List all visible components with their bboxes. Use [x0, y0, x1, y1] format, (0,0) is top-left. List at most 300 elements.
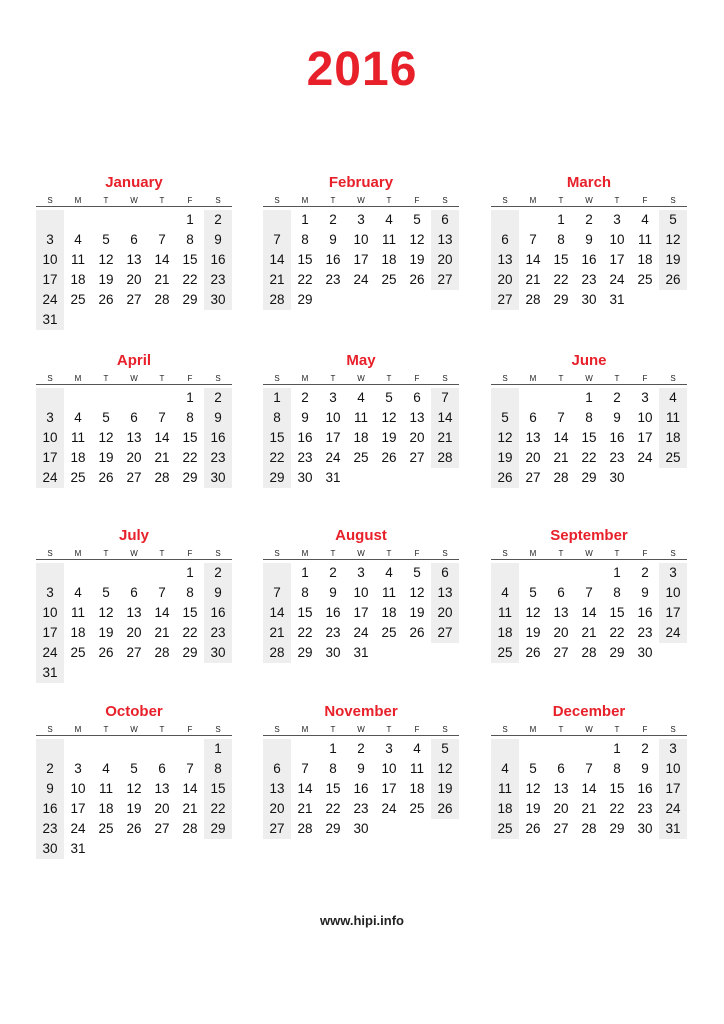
weekend-shade — [36, 388, 64, 408]
day-cell: 24 — [381, 801, 397, 816]
day-cell: 28 — [581, 821, 597, 836]
day-cell: 7 — [557, 410, 565, 425]
day-cell: 19 — [437, 781, 453, 796]
day-cell: 3 — [357, 565, 365, 580]
day-cell: 29 — [297, 645, 313, 660]
day-cell: 9 — [214, 585, 222, 600]
day-cell: 8 — [186, 232, 194, 247]
day-cell: 2 — [641, 565, 649, 580]
day-cell: 12 — [525, 781, 541, 796]
day-cell: 5 — [130, 761, 138, 776]
day-cell: 3 — [74, 761, 82, 776]
day-cell: 3 — [669, 565, 677, 580]
day-cell: 3 — [669, 741, 677, 756]
day-cell: 10 — [42, 252, 58, 267]
day-cell: 3 — [46, 585, 54, 600]
month-title: January — [105, 174, 163, 191]
day-cell: 27 — [126, 292, 142, 307]
day-cell: 8 — [186, 585, 194, 600]
day-cell: 5 — [102, 410, 110, 425]
day-cell: 25 — [665, 450, 681, 465]
weekday-label: S — [502, 196, 508, 205]
day-cell: 8 — [301, 585, 309, 600]
day-cell: 24 — [325, 450, 341, 465]
day-cell: 14 — [297, 781, 313, 796]
day-cell: 19 — [525, 625, 541, 640]
day-cell: 3 — [46, 232, 54, 247]
day-cell: 28 — [154, 292, 170, 307]
day-cell: 20 — [437, 252, 453, 267]
day-cell: 13 — [154, 781, 170, 796]
day-cell: 5 — [102, 585, 110, 600]
day-cell: 7 — [186, 761, 194, 776]
day-cell: 9 — [641, 761, 649, 776]
weekend-shade — [491, 388, 519, 408]
day-cell: 10 — [353, 232, 369, 247]
day-cell: 14 — [525, 252, 541, 267]
day-cell: 24 — [353, 625, 369, 640]
day-cell: 27 — [154, 821, 170, 836]
day-cell: 1 — [186, 390, 194, 405]
day-cell: 18 — [497, 801, 513, 816]
day-cell: 15 — [269, 430, 285, 445]
weekday-label: T — [159, 196, 165, 205]
day-cell: 8 — [613, 761, 621, 776]
month-title: October — [105, 703, 163, 720]
day-cell: 4 — [74, 585, 82, 600]
day-cell: 24 — [42, 645, 58, 660]
day-cell: 13 — [409, 410, 425, 425]
day-cell: 17 — [353, 252, 369, 267]
day-cell: 23 — [325, 625, 341, 640]
day-cell: 9 — [357, 761, 365, 776]
day-cell: 13 — [497, 252, 513, 267]
day-cell: 13 — [553, 781, 569, 796]
day-cell: 16 — [325, 252, 341, 267]
day-cell: 21 — [269, 625, 285, 640]
month-title: December — [552, 703, 626, 720]
day-cell: 14 — [437, 410, 453, 425]
day-cell: 16 — [581, 252, 597, 267]
weekday-label: T — [103, 549, 109, 558]
day-cell: 5 — [501, 410, 509, 425]
day-cell: 28 — [154, 470, 170, 485]
weekday-label: M — [529, 549, 537, 558]
day-cell: 15 — [297, 252, 313, 267]
weekend-shade — [263, 739, 291, 759]
day-cell: 3 — [329, 390, 337, 405]
day-cell: 26 — [525, 821, 541, 836]
day-cell: 13 — [126, 430, 142, 445]
day-cell: 20 — [409, 430, 425, 445]
day-cell: 29 — [182, 645, 198, 660]
day-cell: 11 — [70, 430, 85, 445]
weekday-label: M — [74, 725, 82, 734]
day-cell: 14 — [154, 605, 170, 620]
day-cell: 4 — [641, 212, 649, 227]
day-cell: 14 — [269, 605, 285, 620]
month-title: April — [116, 352, 152, 369]
weekday-label: S — [47, 725, 53, 734]
weekday-label: M — [529, 196, 537, 205]
day-cell: 8 — [186, 410, 194, 425]
day-cell: 25 — [381, 272, 397, 287]
day-cell: 9 — [613, 410, 621, 425]
weekday-label: T — [614, 374, 620, 383]
day-cell: 24 — [42, 470, 58, 485]
day-cell: 23 — [210, 450, 226, 465]
day-cell: 27 — [126, 470, 142, 485]
day-cell: 31 — [42, 312, 58, 327]
day-cell: 24 — [665, 801, 681, 816]
weekday-label: M — [301, 374, 309, 383]
day-cell: 24 — [637, 450, 653, 465]
weekday-label: S — [670, 374, 676, 383]
day-cell: 12 — [98, 252, 114, 267]
day-cell: 23 — [325, 272, 341, 287]
weekday-label: T — [614, 725, 620, 734]
day-cell: 8 — [273, 410, 281, 425]
day-cell: 19 — [381, 430, 397, 445]
day-cell: 27 — [269, 821, 285, 836]
day-cell: 28 — [297, 821, 313, 836]
day-cell: 1 — [273, 390, 281, 405]
day-cell: 25 — [497, 821, 513, 836]
weekday-label: F — [187, 374, 193, 383]
day-cell: 30 — [325, 645, 341, 660]
day-cell: 15 — [581, 430, 597, 445]
day-cell: 24 — [609, 272, 625, 287]
day-cell: 23 — [637, 625, 653, 640]
day-cell: 6 — [441, 565, 449, 580]
day-cell: 5 — [669, 212, 677, 227]
day-cell: 19 — [497, 450, 513, 465]
day-cell: 24 — [42, 292, 58, 307]
weekday-label: S — [215, 374, 221, 383]
weekday-header — [263, 549, 459, 560]
day-cell: 28 — [525, 292, 541, 307]
month-title: July — [118, 527, 149, 544]
day-cell: 19 — [98, 450, 114, 465]
day-cell: 22 — [609, 801, 625, 816]
day-cell: 21 — [182, 801, 198, 816]
day-cell: 22 — [609, 625, 625, 640]
day-cell: 9 — [329, 585, 337, 600]
day-cell: 5 — [441, 741, 449, 756]
day-cell: 25 — [381, 625, 397, 640]
month-title: February — [328, 174, 394, 191]
day-cell: 21 — [297, 801, 313, 816]
weekday-label: S — [670, 196, 676, 205]
day-cell: 11 — [98, 781, 113, 796]
weekday-label: T — [159, 725, 165, 734]
day-cell: 5 — [413, 565, 421, 580]
weekday-label: T — [386, 549, 392, 558]
weekday-label: W — [357, 725, 365, 734]
day-cell: 17 — [353, 605, 369, 620]
day-cell: 20 — [126, 450, 142, 465]
day-cell: 12 — [409, 585, 425, 600]
weekday-label: T — [558, 725, 564, 734]
day-cell: 30 — [210, 470, 226, 485]
day-cell: 19 — [525, 801, 541, 816]
weekday-label: F — [187, 549, 193, 558]
weekday-label: T — [558, 549, 564, 558]
day-cell: 21 — [154, 450, 170, 465]
day-cell: 10 — [325, 410, 341, 425]
month-title: September — [550, 527, 628, 544]
month-title: May — [346, 352, 376, 369]
day-cell: 16 — [637, 781, 653, 796]
day-cell: 22 — [182, 272, 198, 287]
day-cell: 24 — [353, 272, 369, 287]
day-cell: 7 — [585, 585, 593, 600]
weekday-label: F — [642, 549, 648, 558]
day-cell: 15 — [553, 252, 569, 267]
day-cell: 1 — [186, 565, 194, 580]
weekday-label: S — [670, 725, 676, 734]
day-cell: 30 — [210, 292, 226, 307]
day-cell: 15 — [182, 605, 198, 620]
day-cell: 25 — [637, 272, 653, 287]
weekday-label: T — [614, 196, 620, 205]
day-cell: 12 — [409, 232, 425, 247]
footer-url: www.hipi.info — [319, 913, 404, 928]
day-cell: 5 — [529, 761, 537, 776]
weekday-header — [36, 549, 232, 560]
weekday-label: S — [502, 374, 508, 383]
day-cell: 25 — [70, 292, 86, 307]
day-cell: 24 — [70, 821, 86, 836]
day-cell: 29 — [325, 821, 341, 836]
day-cell: 23 — [297, 450, 313, 465]
day-cell: 31 — [609, 292, 625, 307]
day-cell: 29 — [553, 292, 569, 307]
day-cell: 21 — [154, 272, 170, 287]
weekend-shade — [491, 739, 519, 759]
day-cell: 9 — [214, 410, 222, 425]
day-cell: 4 — [74, 410, 82, 425]
day-cell: 13 — [553, 605, 569, 620]
day-cell: 17 — [325, 430, 341, 445]
day-cell: 29 — [609, 821, 625, 836]
weekday-header — [263, 374, 459, 385]
day-cell: 30 — [637, 821, 653, 836]
day-cell: 26 — [126, 821, 142, 836]
day-cell: 11 — [497, 605, 512, 620]
weekday-label: T — [159, 374, 165, 383]
day-cell: 19 — [409, 605, 425, 620]
day-cell: 1 — [613, 565, 621, 580]
day-cell: 3 — [641, 390, 649, 405]
day-cell: 16 — [210, 605, 226, 620]
weekday-label: S — [215, 196, 221, 205]
day-cell: 15 — [609, 781, 625, 796]
weekday-label: M — [529, 374, 537, 383]
day-cell: 26 — [525, 645, 541, 660]
weekday-label: S — [502, 725, 508, 734]
day-cell: 18 — [665, 430, 681, 445]
day-cell: 31 — [42, 665, 58, 680]
weekday-header — [491, 196, 687, 207]
day-cell: 1 — [214, 741, 222, 756]
weekday-label: M — [301, 196, 309, 205]
day-cell: 18 — [70, 272, 86, 287]
day-cell: 4 — [385, 212, 393, 227]
day-cell: 27 — [126, 645, 142, 660]
weekday-label: S — [274, 725, 280, 734]
day-cell: 23 — [637, 801, 653, 816]
day-cell: 20 — [553, 801, 569, 816]
day-cell: 21 — [154, 625, 170, 640]
day-cell: 10 — [637, 410, 653, 425]
day-cell: 30 — [42, 841, 58, 856]
day-cell: 1 — [186, 212, 194, 227]
weekday-label: W — [357, 549, 365, 558]
day-cell: 4 — [357, 390, 365, 405]
day-cell: 18 — [637, 252, 653, 267]
weekend-shade — [36, 210, 64, 230]
day-cell: 14 — [154, 430, 170, 445]
day-cell: 11 — [353, 410, 368, 425]
weekday-header — [263, 196, 459, 207]
day-cell: 16 — [210, 430, 226, 445]
weekday-label: S — [442, 725, 448, 734]
month-title: March — [566, 174, 612, 191]
day-cell: 18 — [381, 252, 397, 267]
day-cell: 9 — [585, 232, 593, 247]
day-cell: 26 — [381, 450, 397, 465]
day-cell: 3 — [385, 741, 393, 756]
day-cell: 5 — [529, 585, 537, 600]
day-cell: 18 — [353, 430, 369, 445]
day-cell: 15 — [210, 781, 226, 796]
day-cell: 12 — [437, 761, 453, 776]
day-cell: 7 — [273, 585, 281, 600]
day-cell: 17 — [381, 781, 397, 796]
day-cell: 22 — [297, 272, 313, 287]
day-cell: 19 — [98, 272, 114, 287]
day-cell: 5 — [385, 390, 393, 405]
day-cell: 6 — [501, 232, 509, 247]
day-cell: 11 — [637, 232, 652, 247]
day-cell: 25 — [409, 801, 425, 816]
day-cell: 16 — [353, 781, 369, 796]
weekday-label: M — [529, 725, 537, 734]
day-cell: 3 — [357, 212, 365, 227]
day-cell: 26 — [98, 645, 114, 660]
day-cell: 29 — [210, 821, 226, 836]
day-cell: 22 — [581, 450, 597, 465]
day-cell: 29 — [609, 645, 625, 660]
day-cell: 29 — [269, 470, 285, 485]
weekday-label: W — [585, 374, 593, 383]
weekday-label: S — [502, 549, 508, 558]
day-cell: 1 — [557, 212, 565, 227]
weekday-label: T — [330, 549, 336, 558]
day-cell: 21 — [553, 450, 569, 465]
day-cell: 25 — [70, 470, 86, 485]
weekday-header — [36, 374, 232, 385]
day-cell: 3 — [46, 410, 54, 425]
day-cell: 28 — [154, 645, 170, 660]
day-cell: 7 — [158, 410, 166, 425]
day-cell: 21 — [269, 272, 285, 287]
day-cell: 10 — [42, 605, 58, 620]
day-cell: 8 — [557, 232, 565, 247]
day-cell: 23 — [609, 450, 625, 465]
weekday-label: F — [187, 725, 193, 734]
day-cell: 31 — [325, 470, 341, 485]
weekend-shade — [36, 739, 64, 759]
day-cell: 2 — [613, 390, 621, 405]
day-cell: 26 — [497, 470, 513, 485]
day-cell: 11 — [70, 605, 85, 620]
day-cell: 30 — [297, 470, 313, 485]
day-cell: 8 — [214, 761, 222, 776]
weekday-label: T — [386, 374, 392, 383]
weekday-label: T — [103, 725, 109, 734]
day-cell: 18 — [98, 801, 114, 816]
day-cell: 25 — [353, 450, 369, 465]
day-cell: 22 — [269, 450, 285, 465]
day-cell: 23 — [210, 272, 226, 287]
day-cell: 17 — [665, 781, 681, 796]
weekday-label: W — [585, 549, 593, 558]
day-cell: 7 — [301, 761, 309, 776]
weekday-label: S — [442, 549, 448, 558]
day-cell: 30 — [581, 292, 597, 307]
day-cell: 15 — [609, 605, 625, 620]
day-cell: 22 — [182, 625, 198, 640]
day-cell: 4 — [102, 761, 110, 776]
weekday-label: W — [585, 196, 593, 205]
day-cell: 12 — [497, 430, 513, 445]
weekday-label: F — [414, 374, 420, 383]
weekday-label: S — [670, 549, 676, 558]
day-cell: 12 — [381, 410, 397, 425]
day-cell: 19 — [98, 625, 114, 640]
weekend-shade — [491, 210, 519, 230]
weekday-label: M — [74, 196, 82, 205]
day-cell: 10 — [353, 585, 369, 600]
day-cell: 1 — [329, 741, 337, 756]
day-cell: 4 — [501, 585, 509, 600]
weekday-label: T — [330, 374, 336, 383]
day-cell: 1 — [301, 565, 309, 580]
weekday-label: S — [274, 196, 280, 205]
day-cell: 28 — [269, 292, 285, 307]
day-cell: 26 — [437, 801, 453, 816]
day-cell: 30 — [609, 470, 625, 485]
day-cell: 4 — [669, 390, 677, 405]
day-cell: 8 — [329, 761, 337, 776]
day-cell: 20 — [154, 801, 170, 816]
day-cell: 5 — [413, 212, 421, 227]
weekday-label: F — [414, 725, 420, 734]
day-cell: 28 — [581, 645, 597, 660]
day-cell: 12 — [665, 232, 681, 247]
day-cell: 30 — [637, 645, 653, 660]
weekday-label: T — [558, 196, 564, 205]
day-cell: 22 — [182, 450, 198, 465]
day-cell: 17 — [42, 272, 58, 287]
weekday-header — [263, 725, 459, 736]
day-cell: 15 — [182, 252, 198, 267]
day-cell: 6 — [557, 761, 565, 776]
day-cell: 9 — [301, 410, 309, 425]
day-cell: 26 — [98, 470, 114, 485]
